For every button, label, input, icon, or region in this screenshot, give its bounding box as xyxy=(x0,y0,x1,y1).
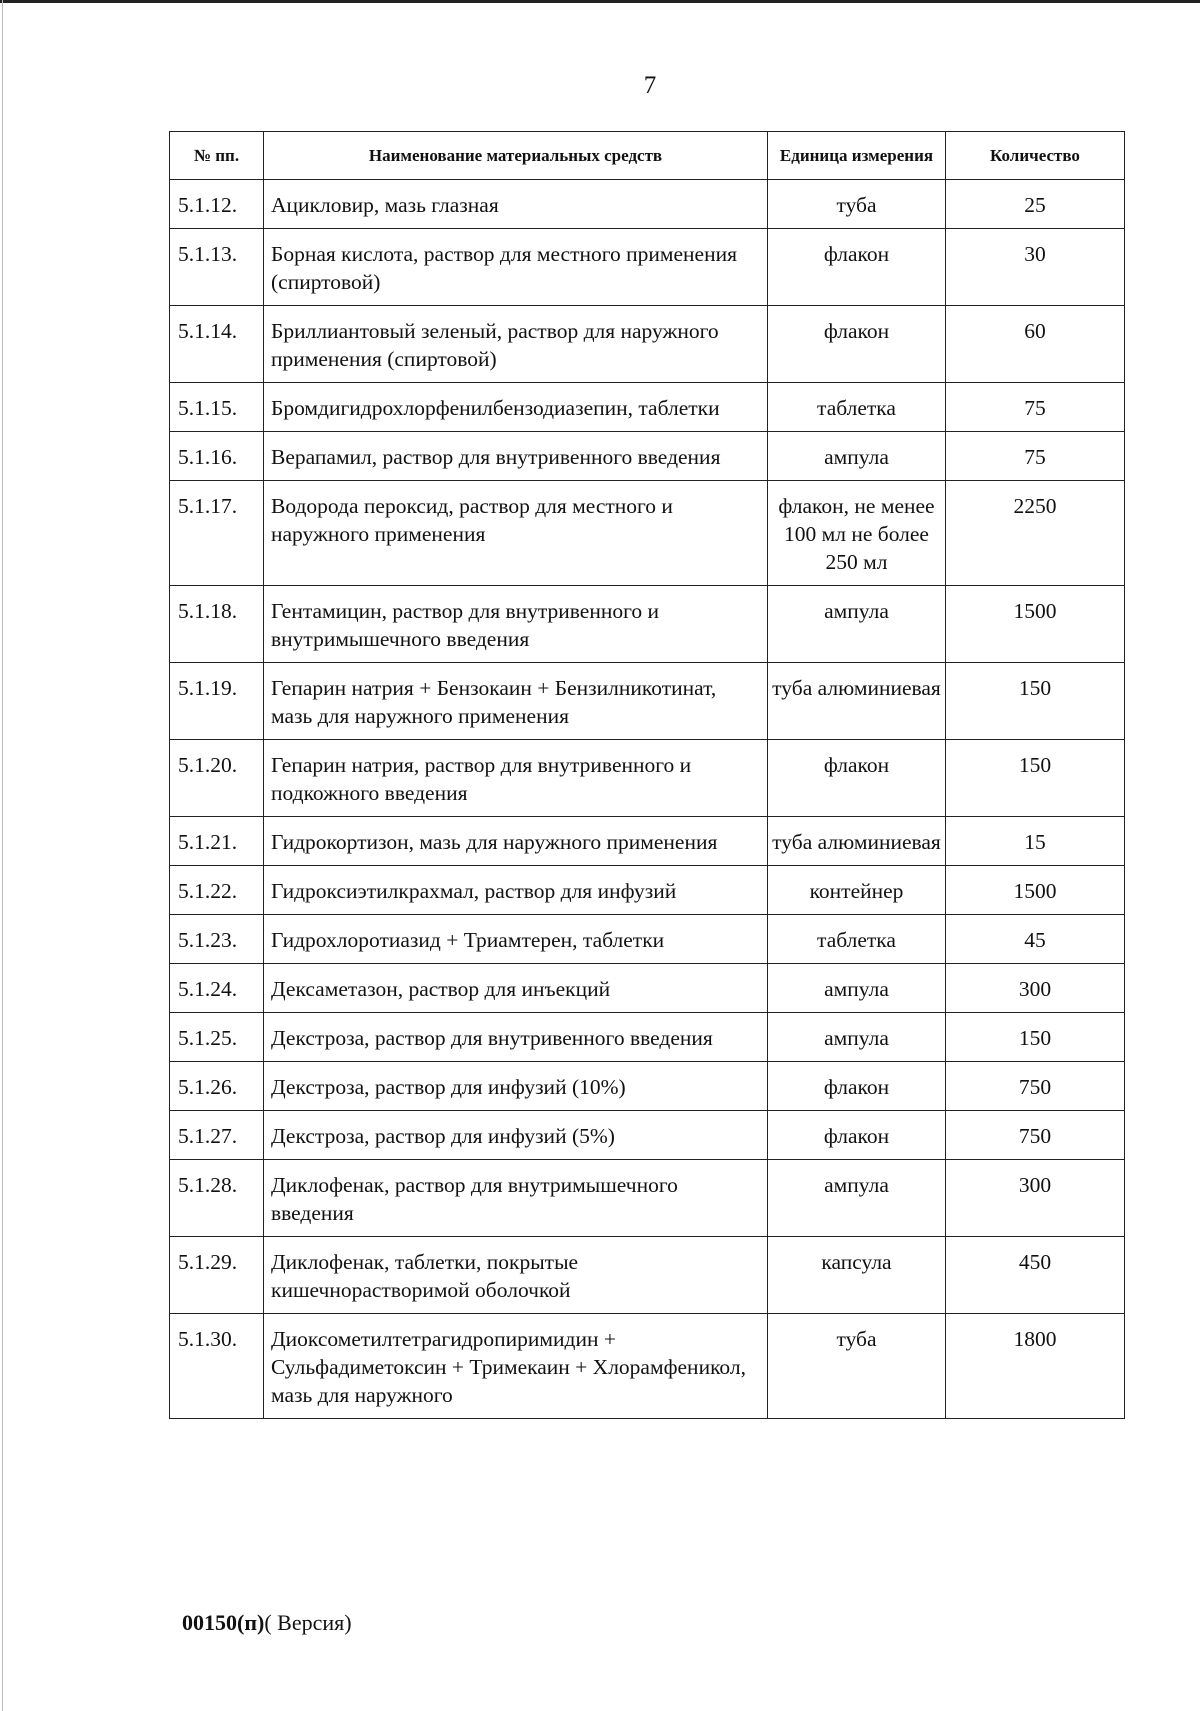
header-unit: Единица измерения xyxy=(768,132,946,180)
item-quantity: 750 xyxy=(946,1062,1125,1111)
item-name: Гепарин натрия, раствор для внутривенного и подкожного введения xyxy=(264,740,768,817)
table-row xyxy=(170,964,1125,1013)
item-quantity: 150 xyxy=(946,663,1125,740)
row-number: 5.1.26. xyxy=(170,1062,264,1111)
item-quantity: 750 xyxy=(946,1111,1125,1160)
row-number: 5.1.14. xyxy=(170,306,264,383)
item-unit: ампула xyxy=(768,964,946,1013)
header-name: Наименование материальных средств xyxy=(264,132,768,180)
table-row xyxy=(170,229,1125,306)
row-number: 5.1.18. xyxy=(170,586,264,663)
item-name: Гидрокортизон, мазь для наружного применения xyxy=(264,817,768,866)
item-name: Декстроза, раствор для инфузий (10%) xyxy=(264,1062,768,1111)
item-name: Дексаметазон, раствор для инъекций xyxy=(264,964,768,1013)
item-name: Ацикловир, мазь глазная xyxy=(264,180,768,229)
table-row xyxy=(170,663,1125,740)
item-name: Бромдигидрохлорфенилбензодиазепин, таблетки xyxy=(264,383,768,432)
scan-edge-left xyxy=(2,0,3,1711)
row-number: 5.1.27. xyxy=(170,1111,264,1160)
item-unit: ампула xyxy=(768,432,946,481)
table-body xyxy=(170,180,1125,1419)
item-unit: флакон xyxy=(768,229,946,306)
row-number: 5.1.17. xyxy=(170,481,264,586)
item-quantity: 60 xyxy=(946,306,1125,383)
item-unit: флакон xyxy=(768,740,946,817)
table-row xyxy=(170,481,1125,586)
item-quantity: 300 xyxy=(946,964,1125,1013)
row-number: 5.1.23. xyxy=(170,915,264,964)
table-row xyxy=(170,586,1125,663)
item-unit: флакон xyxy=(768,306,946,383)
item-name: Гентамицин, раствор для внутривенного и внутримышечного введения xyxy=(264,586,768,663)
item-quantity: 300 xyxy=(946,1160,1125,1237)
table-row xyxy=(170,817,1125,866)
header-num: № пп. xyxy=(170,132,264,180)
document-code: 00150(п) xyxy=(182,1610,265,1635)
item-name: Гепарин натрия + Бензокаин + Бензилникотинат, мазь для наружного применения xyxy=(264,663,768,740)
item-quantity: 75 xyxy=(946,383,1125,432)
item-quantity: 2250 xyxy=(946,481,1125,586)
item-unit: контейнер xyxy=(768,866,946,915)
item-unit: таблетка xyxy=(768,383,946,432)
item-unit: ампула xyxy=(768,1013,946,1062)
row-number: 5.1.22. xyxy=(170,866,264,915)
item-name: Декстроза, раствор для внутривенного введения xyxy=(264,1013,768,1062)
item-quantity: 1500 xyxy=(946,586,1125,663)
row-number: 5.1.21. xyxy=(170,817,264,866)
item-unit: ампула xyxy=(768,586,946,663)
item-name: Гидрохлоротиазид + Триамтерен, таблетки xyxy=(264,915,768,964)
item-unit: капсула xyxy=(768,1237,946,1314)
item-name: Декстроза, раствор для инфузий (5%) xyxy=(264,1111,768,1160)
materials-table xyxy=(169,131,1125,1419)
item-name: Водорода пероксид, раствор для местного и наружного применения xyxy=(264,481,768,586)
table-row xyxy=(170,1314,1125,1419)
table-row xyxy=(170,1062,1125,1111)
table-row xyxy=(170,740,1125,817)
item-unit: флакон xyxy=(768,1111,946,1160)
row-number: 5.1.16. xyxy=(170,432,264,481)
item-name: Борная кислота, раствор для местного применения (спиртовой) xyxy=(264,229,768,306)
item-quantity: 150 xyxy=(946,1013,1125,1062)
item-quantity: 15 xyxy=(946,817,1125,866)
item-unit: флакон xyxy=(768,1062,946,1111)
row-number: 5.1.24. xyxy=(170,964,264,1013)
table-row xyxy=(170,866,1125,915)
item-name: Гидроксиэтилкрахмал, раствор для инфузий xyxy=(264,866,768,915)
document-version-code xyxy=(182,1610,352,1636)
table-row xyxy=(170,1111,1125,1160)
table-row xyxy=(170,432,1125,481)
item-unit: туба алюминиевая xyxy=(768,817,946,866)
document-version-label: ( Версия) xyxy=(264,1610,352,1635)
item-unit: ампула xyxy=(768,1160,946,1237)
header-qty: Количество xyxy=(946,132,1125,180)
item-quantity: 450 xyxy=(946,1237,1125,1314)
row-number: 5.1.15. xyxy=(170,383,264,432)
table-row xyxy=(170,1237,1125,1314)
row-number: 5.1.19. xyxy=(170,663,264,740)
item-name: Диклофенак, раствор для внутримышечного введения xyxy=(264,1160,768,1237)
table-row xyxy=(170,915,1125,964)
item-quantity: 75 xyxy=(946,432,1125,481)
page-number: 7 xyxy=(643,72,657,99)
item-unit: таблетка xyxy=(768,915,946,964)
item-quantity: 25 xyxy=(946,180,1125,229)
item-quantity: 1500 xyxy=(946,866,1125,915)
item-name: Диклофенак, таблетки, покрытые кишечнорастворимой оболочкой xyxy=(264,1237,768,1314)
item-quantity: 45 xyxy=(946,915,1125,964)
row-number: 5.1.29. xyxy=(170,1237,264,1314)
item-unit: туба xyxy=(768,180,946,229)
item-quantity: 30 xyxy=(946,229,1125,306)
table-row xyxy=(170,1160,1125,1237)
row-number: 5.1.12. xyxy=(170,180,264,229)
item-name: Диоксометилтетрагидропиримидин + Сульфадиметоксин + Тримекаин + Хлорамфеникол, мазь для наружного xyxy=(264,1314,768,1419)
item-unit: туба xyxy=(768,1314,946,1419)
item-unit: флакон, не менее 100 мл не более 250 мл xyxy=(768,481,946,586)
item-unit: туба алюминиевая xyxy=(768,663,946,740)
table-header-row xyxy=(170,132,1125,180)
item-quantity: 1800 xyxy=(946,1314,1125,1419)
item-name: Бриллиантовый зеленый, раствор для наружного применения (спиртовой) xyxy=(264,306,768,383)
row-number: 5.1.20. xyxy=(170,740,264,817)
table-row xyxy=(170,180,1125,229)
table-row xyxy=(170,306,1125,383)
table-row xyxy=(170,1013,1125,1062)
scan-edge-top xyxy=(0,0,1200,3)
row-number: 5.1.28. xyxy=(170,1160,264,1237)
row-number: 5.1.30. xyxy=(170,1314,264,1419)
table-row xyxy=(170,383,1125,432)
row-number: 5.1.13. xyxy=(170,229,264,306)
item-quantity: 150 xyxy=(946,740,1125,817)
item-name: Верапамил, раствор для внутривенного введения xyxy=(264,432,768,481)
row-number: 5.1.25. xyxy=(170,1013,264,1062)
